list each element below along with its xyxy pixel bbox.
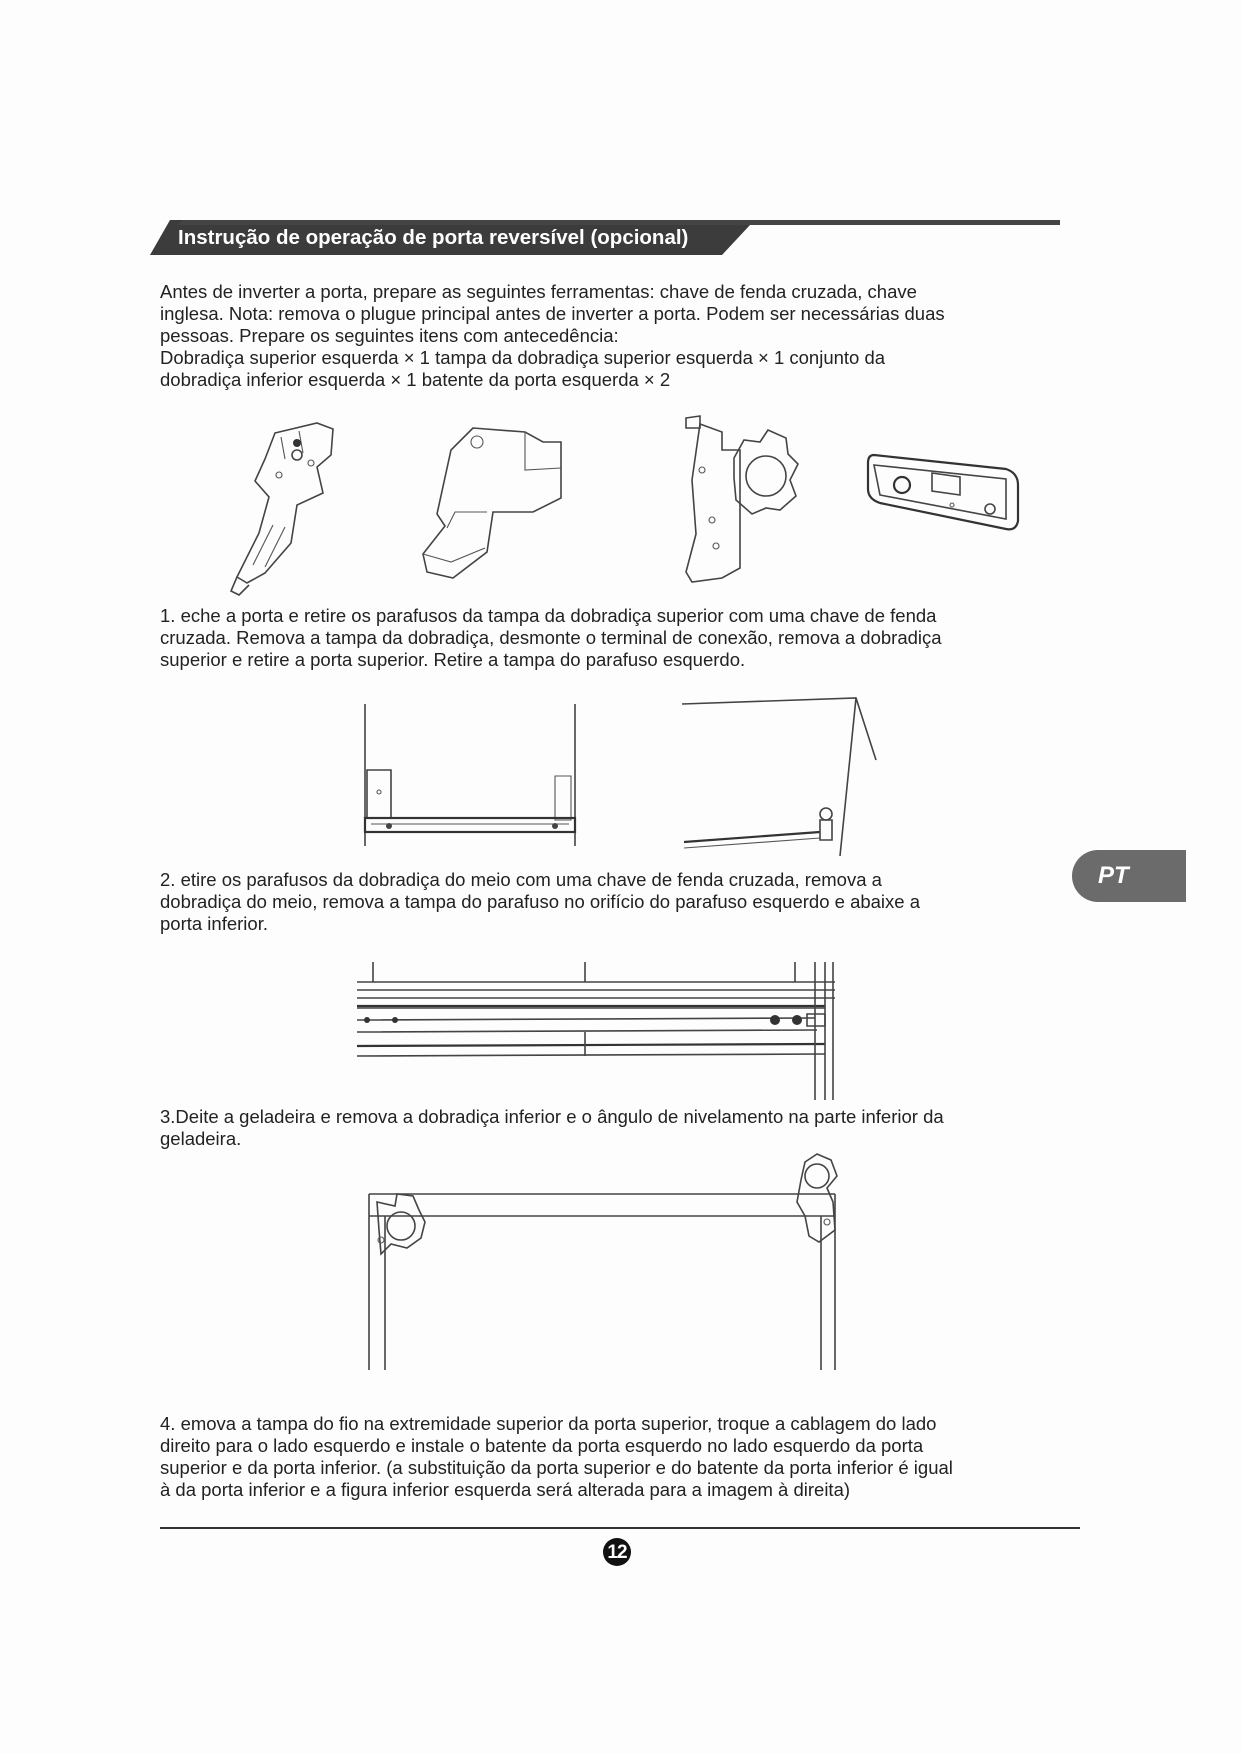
footer-rule: [160, 1527, 1080, 1529]
page-number: 12: [607, 1542, 627, 1563]
text-line: 4. emova a tampa do fio na extremidade superior da porta superior, troque a cablagem do lado: [160, 1413, 937, 1434]
hinge-cover-illustration: [415, 420, 575, 590]
door-stop-illustration: [860, 445, 1030, 555]
text-line: Antes de inverter a porta, prepare as seguintes ferramentas: chave de fenda cruzada, chave: [160, 281, 917, 302]
upper-hinge-illustration: [225, 415, 395, 605]
text-line: à da porta inferior e a figura inferior esquerda será alterada para a imagem à direita): [160, 1479, 851, 1500]
step-3-text: [160, 1106, 1020, 1150]
step-2-figure: [355, 960, 875, 1095]
step-1-figure-left: [355, 700, 595, 860]
text-line: dobradiça inferior esquerda × 1 batente da porta esquerda × 2: [160, 369, 671, 390]
text-line: dobradiça do meio, remova a tampa do parafuso no orifício do parafuso esquerdo e abaixe a: [160, 891, 921, 912]
step-1-text: [160, 605, 1020, 671]
text-line: Dobradiça superior esquerda × 1 tampa da dobradiça superior esquerda × 1 conjunto da: [160, 347, 886, 368]
text-line: porta inferior.: [160, 913, 268, 934]
text-line: cruzada. Remova a tampa da dobradiça, desmonte o terminal de conexão, remova a dobradiça: [160, 627, 942, 648]
intro-paragraph: [160, 281, 1020, 391]
section-title: Instrução de operação de porta reversível (opcional): [178, 226, 689, 249]
step-4-text: [160, 1413, 1020, 1501]
text-line: pessoas. Prepare os seguintes itens com antecedência:: [160, 325, 619, 346]
text-line: inglesa. Nota: remova o plugue principal antes de inverter a porta. Podem ser necessárias duas: [160, 303, 945, 324]
text-line: superior e retire a porta superior. Retire a tampa do parafuso esquerdo.: [160, 649, 746, 670]
text-line: geladeira.: [160, 1128, 242, 1149]
language-tab: [1072, 850, 1186, 902]
text-line: 3.Deite a geladeira e remova a dobradiça inferior e o ângulo de nivelamento na parte inferior da: [160, 1106, 944, 1127]
step-1-figure-right: [680, 690, 880, 860]
step-2-text: [160, 869, 1020, 935]
text-line: superior e da porta inferior. (a substituição da porta superior e do batente da porta inferior é igual: [160, 1457, 953, 1478]
text-line: direito para o lado esquerdo e instale o batente da porta esquerdo no lado esquerdo da porta: [160, 1435, 924, 1456]
lower-hinge-assembly-illustration: [682, 410, 802, 590]
text-line: 1. eche a porta e retire os parafusos da tampa da dobradiça superior com uma chave de fenda: [160, 605, 937, 626]
step-3-figure: [365, 1150, 845, 1370]
text-line: 2. etire os parafusos da dobradiça do meio com uma chave de fenda cruzada, remova a: [160, 869, 882, 890]
language-tab-label: PT: [1098, 862, 1129, 889]
